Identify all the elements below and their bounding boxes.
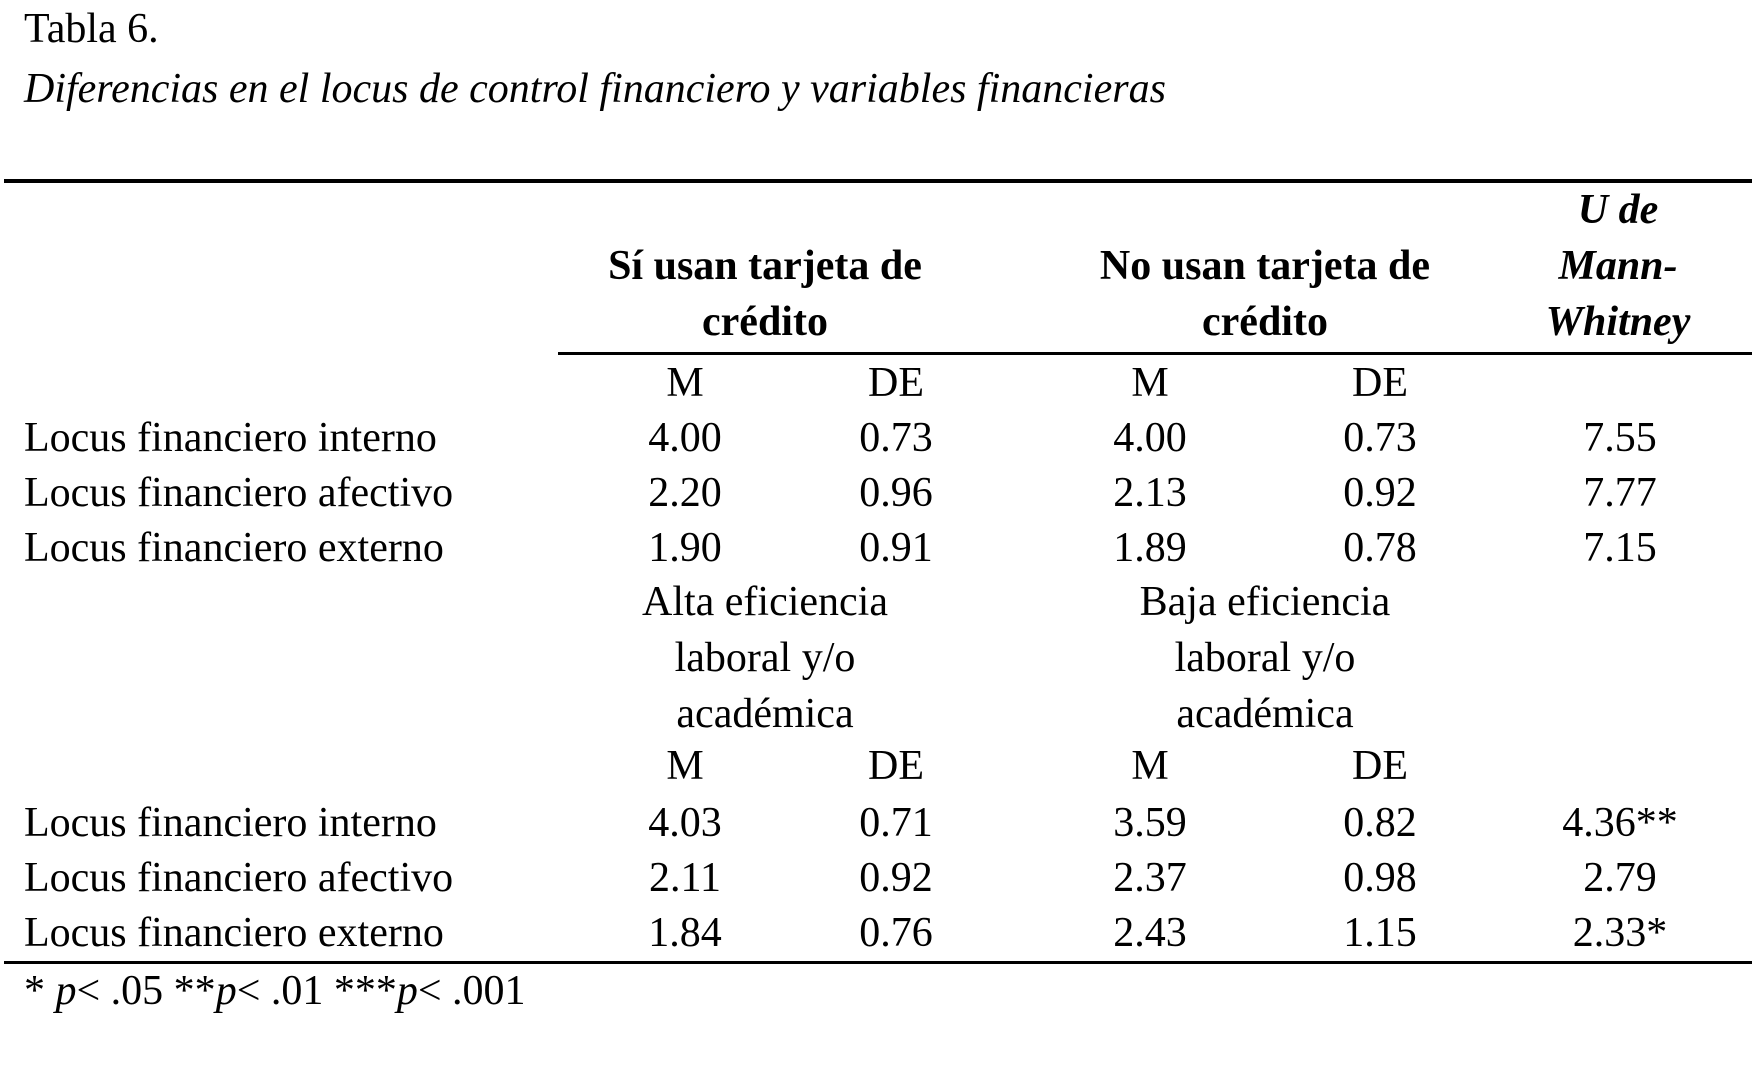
col-de-group1: DE — [868, 360, 924, 406]
group-header-si-usan: Sí usan tarjeta de crédito — [608, 243, 922, 345]
cell-m1: 1.90 — [648, 525, 722, 571]
col-de-group1: DE — [868, 743, 924, 789]
bottom-rule — [4, 961, 1752, 964]
group-header-baja-eficiencia: Baja eficiencia laboral y/o académica — [1139, 579, 1391, 737]
cell-de1: 0.96 — [859, 470, 933, 516]
cell-de2: 0.73 — [1343, 415, 1417, 461]
cell-m2: 3.59 — [1113, 800, 1187, 846]
group-header-no-usan: No usan tarjeta de crédito — [1099, 243, 1431, 345]
significance-note — [24, 970, 526, 1012]
cell-de2: 0.92 — [1343, 470, 1417, 516]
col-de-group2: DE — [1352, 360, 1408, 406]
row-label: Locus financiero afectivo — [24, 470, 454, 516]
cell-u: 7.55 — [1583, 415, 1657, 461]
header-rule — [558, 352, 1752, 355]
cell-de1: 0.76 — [859, 910, 933, 956]
row-label: Locus financiero externo — [24, 910, 444, 956]
cell-m1: 4.03 — [648, 800, 722, 846]
note-part: * — [24, 968, 56, 1014]
cell-m2: 2.13 — [1113, 470, 1187, 516]
test-header-mann-whitney: U de Mann-Whitney — [1545, 187, 1691, 345]
cell-de1: 0.73 — [859, 415, 933, 461]
cell-u: 4.36** — [1562, 800, 1678, 846]
cell-u: 7.77 — [1583, 470, 1657, 516]
cell-m1: 2.20 — [648, 470, 722, 516]
cell-u: 2.79 — [1583, 855, 1657, 901]
cell-m2: 4.00 — [1113, 415, 1187, 461]
cell-m2: 2.43 — [1113, 910, 1187, 956]
col-m-group2: M — [1131, 360, 1169, 406]
col-m-group1: M — [666, 743, 704, 789]
cell-de2: 0.78 — [1343, 525, 1417, 571]
cell-de1: 0.71 — [859, 800, 933, 846]
row-label: Locus financiero interno — [24, 800, 437, 846]
note-p: p — [396, 968, 418, 1014]
col-m-group1: M — [666, 360, 704, 406]
cell-m2: 2.37 — [1113, 855, 1187, 901]
note-p: p — [215, 968, 237, 1014]
cell-de2: 1.15 — [1343, 910, 1417, 956]
cell-u: 2.33* — [1572, 910, 1668, 956]
top-rule — [4, 179, 1752, 183]
col-m-group2: M — [1131, 743, 1169, 789]
cell-de2: 0.98 — [1343, 855, 1417, 901]
group-header-alta-eficiencia: Alta eficiencia laboral y/o académica — [641, 579, 888, 737]
row-label: Locus financiero interno — [24, 415, 437, 461]
cell-m1: 2.11 — [649, 855, 721, 901]
cell-de2: 0.82 — [1343, 800, 1417, 846]
cell-m1: 1.84 — [648, 910, 722, 956]
note-p: p — [55, 968, 77, 1014]
note-part: < .001 — [417, 968, 526, 1014]
cell-u: 7.15 — [1583, 525, 1657, 571]
row-label: Locus financiero externo — [24, 525, 444, 571]
col-de-group2: DE — [1352, 743, 1408, 789]
cell-m1: 4.00 — [648, 415, 722, 461]
note-part: < .05 ** — [76, 968, 216, 1014]
table-title: Diferencias en el locus de control financiero y variables financieras — [24, 66, 1166, 112]
row-label: Locus financiero afectivo — [24, 855, 454, 901]
table-label: Tabla 6. — [24, 6, 159, 52]
note-part: < .01 *** — [236, 968, 397, 1014]
cell-m2: 1.89 — [1113, 525, 1187, 571]
cell-de1: 0.91 — [859, 525, 933, 571]
cell-de1: 0.92 — [859, 855, 933, 901]
